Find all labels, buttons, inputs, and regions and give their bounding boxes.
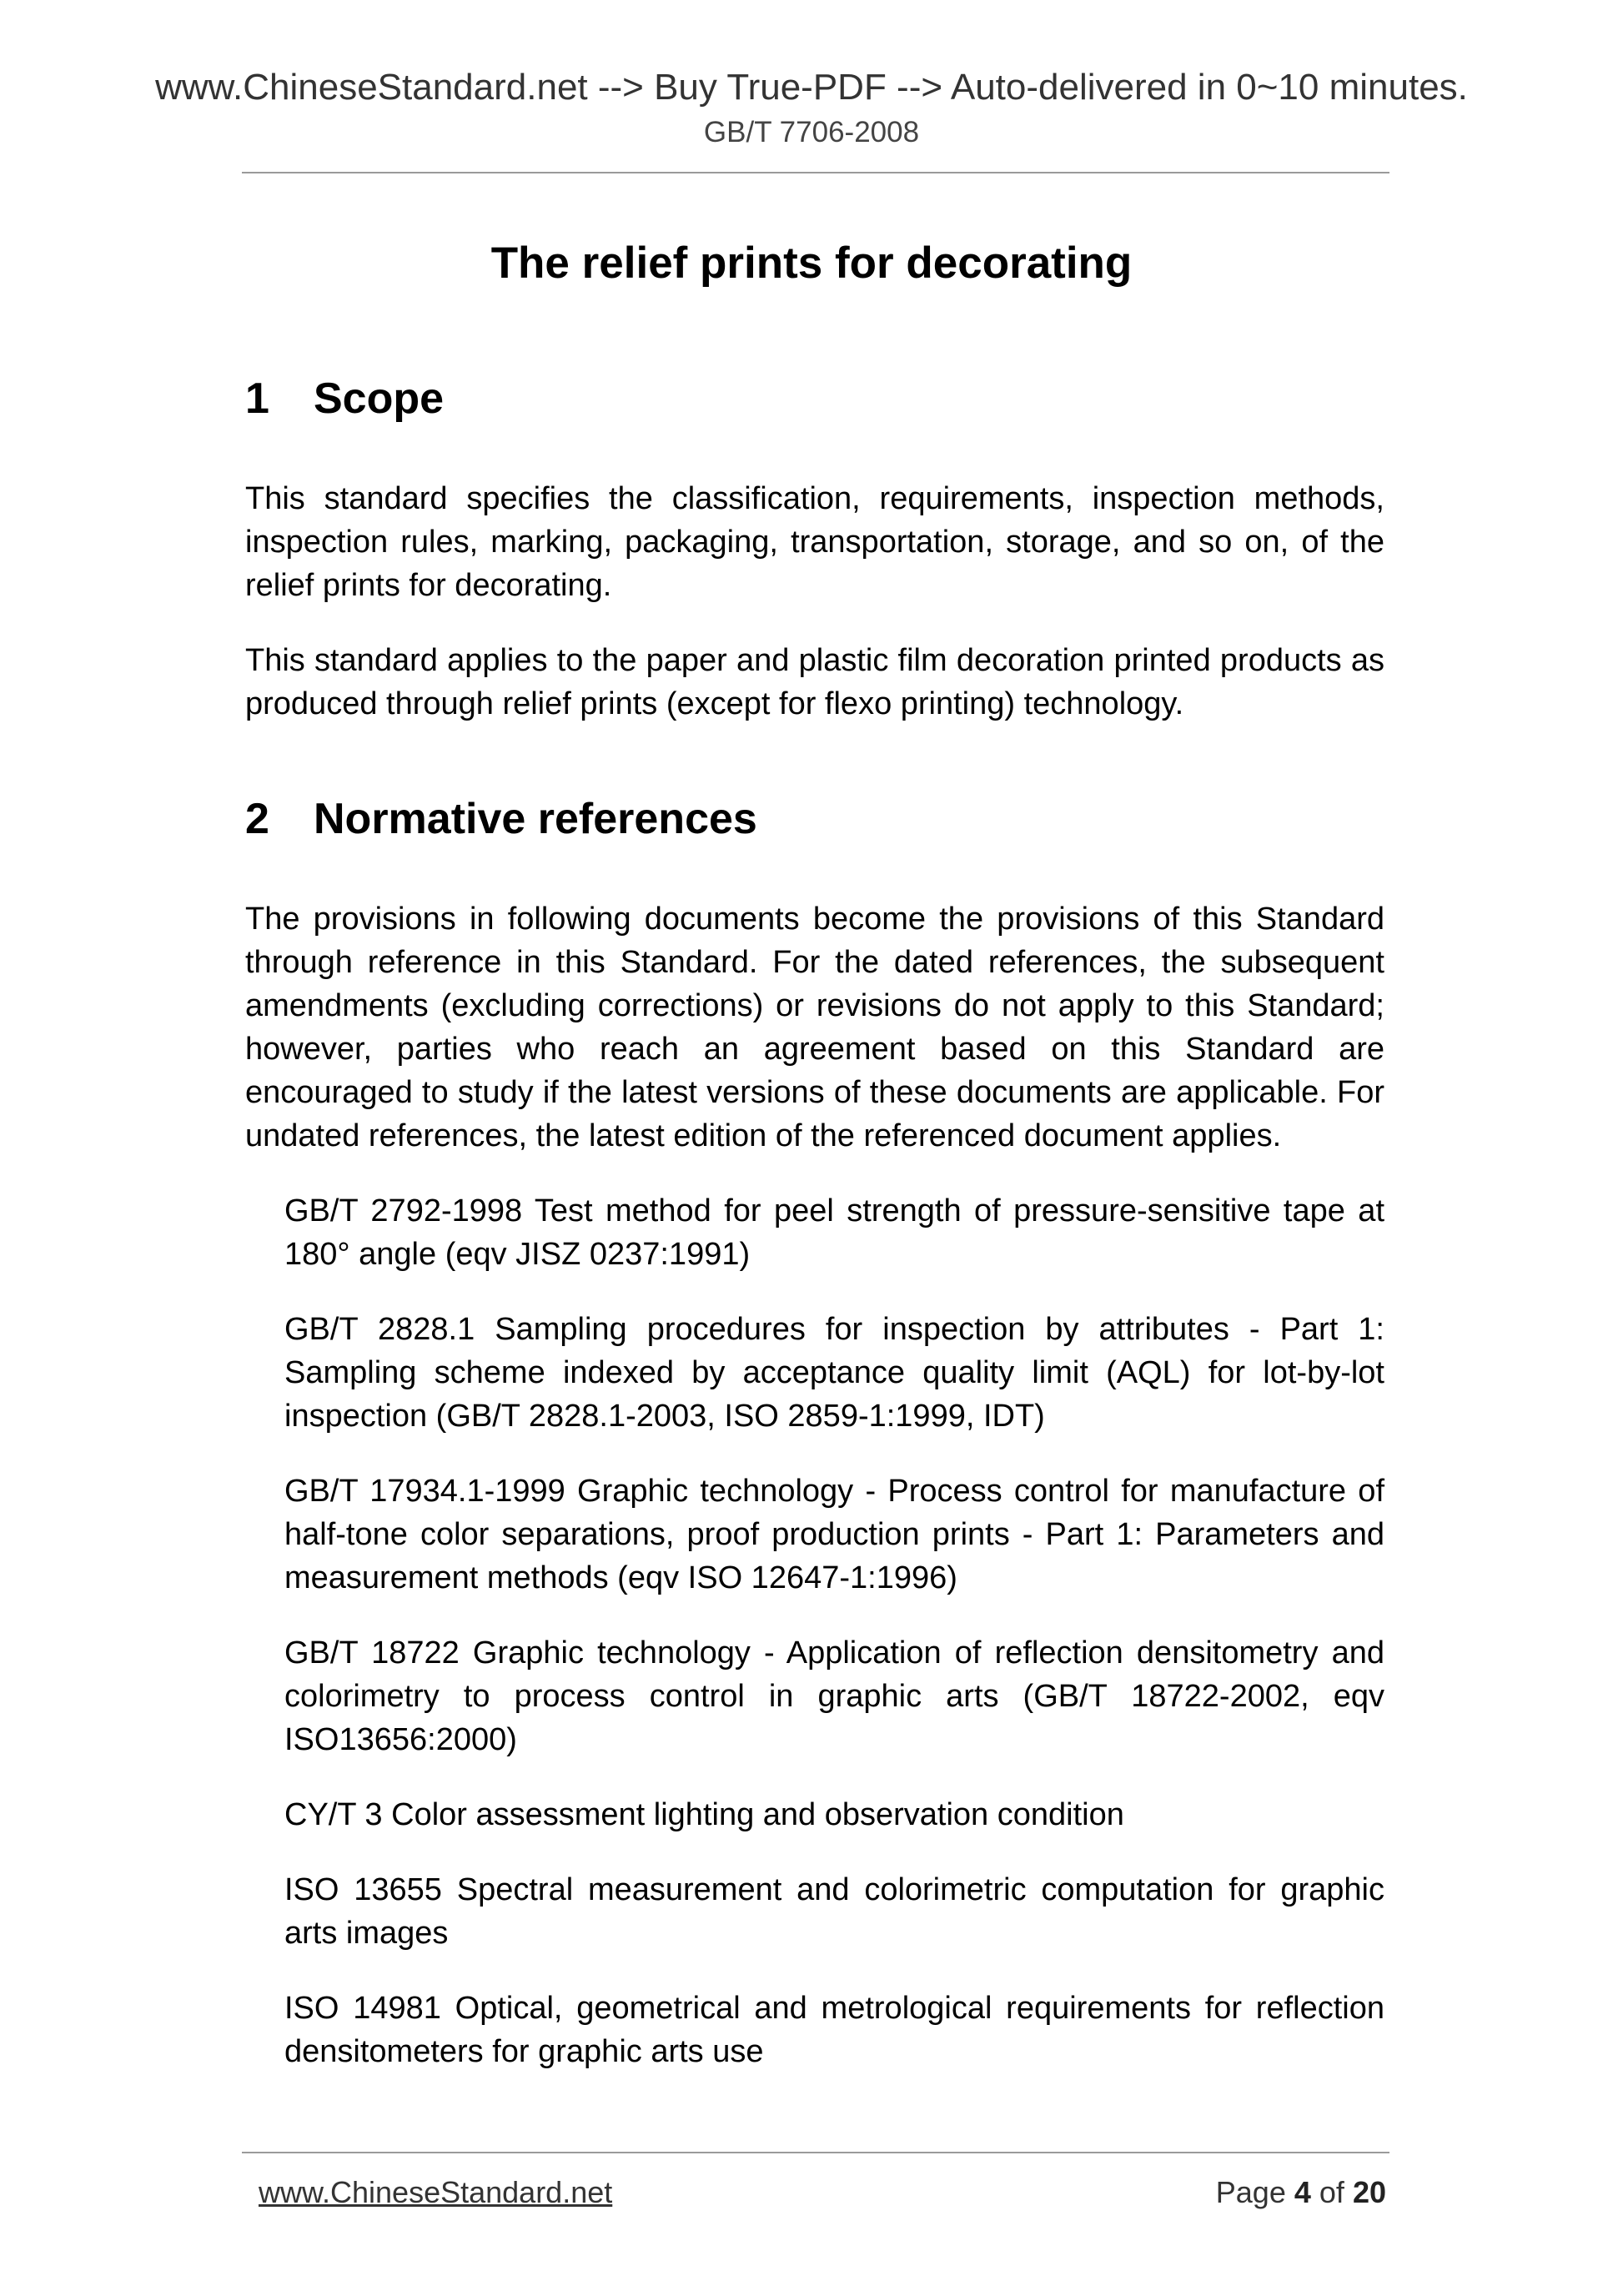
reference-item: GB/T 18722 Graphic technology - Application of reflection densitometry and colorimetry to process control in graphic arts (GB/T 18722-2002, eqv ISO13656:2000)	[284, 1635, 1384, 1757]
section-title: Normative references	[314, 795, 757, 843]
footer-divider	[242, 2152, 1389, 2153]
section-number: 2	[245, 795, 269, 843]
scope-paragraph: This standard specifies the classification, requirements, inspection methods, inspection rules, marking, packaging, transportation, storage, and so on, of the relief prints for decorating.	[245, 481, 1384, 603]
scope-paragraph: This standard applies to the paper and plastic film decoration printed products as produced through relief prints (except for flexo printing) technology.	[245, 643, 1384, 721]
page-of-label: of	[1319, 2175, 1344, 2209]
reference-item: ISO 14981 Optical, geometrical and metrological requirements for reflection densitometers for graphic arts use	[284, 1991, 1384, 2069]
section-title: Scope	[314, 374, 445, 423]
normative-intro-paragraph: The provisions in following documents become the provisions of this Standard through reference in this Standard. For the dated references, the subsequent amendments (excluding corrections) or revisions do not apply to this Standard; however, parties who reach an agreement based on this Standard are encouraged to study if the latest versions of these documents are applicable. For undated references, the latest edition of the referenced document applies.	[245, 902, 1384, 1153]
document-body	[245, 372, 1384, 2105]
section-number: 1	[245, 374, 269, 423]
reference-item: GB/T 2828.1 Sampling procedures for inspection by attributes - Part 1: Sampling scheme indexed by acceptance quality limit (AQL) for lot-by-lot inspection (GB/T 2828.1-2003, ISO 2859-1:1999, IDT)	[284, 1312, 1384, 1434]
reference-item: ISO 13655 Spectral measurement and colorimetric computation for graphic arts images	[284, 1872, 1384, 1951]
page-indicator	[1216, 2173, 1386, 2212]
document-title: The relief prints for decorating	[490, 239, 1133, 288]
footer-website-link[interactable]: www.ChineseStandard.net	[259, 2175, 613, 2209]
page-header	[0, 65, 1623, 152]
page-label: Page	[1215, 2175, 1286, 2209]
reference-item: GB/T 2792-1998 Test method for peel strength of pressure-sensitive tape at 180° angle (eqv JISZ 0237:1991)	[284, 1193, 1384, 1272]
header-divider	[242, 172, 1389, 173]
header-promo-line: www.ChineseStandard.net --> Buy True-PDF --> Auto-delivered in 0~10 minutes.	[155, 67, 1468, 108]
section-heading-scope	[245, 372, 1384, 425]
reference-item: GB/T 17934.1-1999 Graphic technology - Process control for manufacture of half-tone color separations, proof production prints - Part 1: Parameters and measurement methods (eqv ISO 12647-1:1996)	[284, 1474, 1384, 1595]
reference-item: CY/T 3 Color assessment lighting and observation condition	[284, 1797, 1124, 1832]
header-standard-number: GB/T 7706-2008	[703, 116, 920, 148]
section-heading-normative-references	[245, 792, 1384, 846]
total-pages-number: 20	[1352, 2175, 1386, 2209]
current-page-number: 4	[1294, 2175, 1311, 2209]
